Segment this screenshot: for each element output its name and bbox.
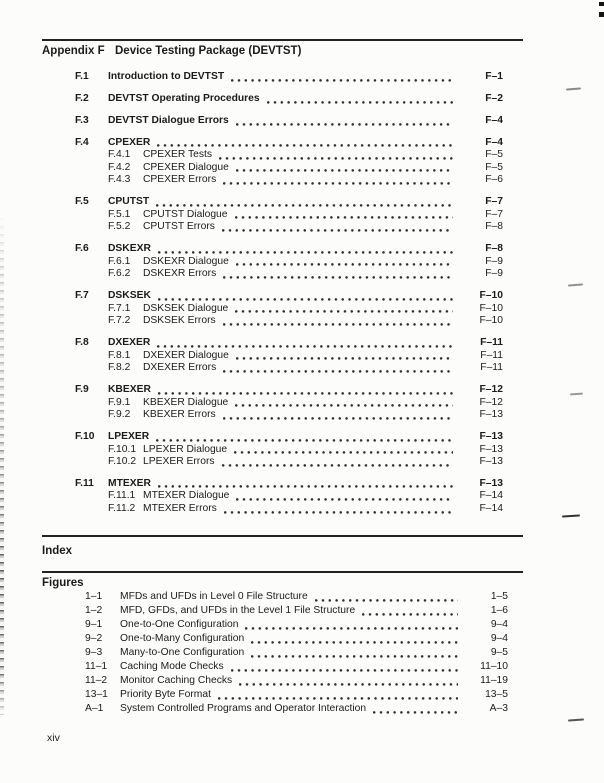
entry-number: F.6.1 [108,255,131,267]
dot-leader [235,216,453,219]
dot-leader [156,439,453,442]
dot-leader [223,370,453,373]
entry-page-number: F–8 [485,221,503,233]
entry-number: F.10.2 [108,456,137,468]
figure-page-number: 11–10 [480,661,508,672]
toc-entry [75,303,503,316]
toc-entry [75,256,503,269]
toc-entry [75,221,503,234]
dot-leader [234,451,453,454]
entry-page-number: F–11 [480,349,503,361]
dot-leader [219,157,453,160]
entry-number: F.5.2 [108,221,131,233]
dot-leader [223,182,453,185]
toc-entry [75,196,503,209]
entry-title: DSKSEK Dialogue [143,302,229,314]
toc-entry [75,490,503,503]
entry-title: DSKEXR Errors [143,268,217,280]
entry-title: KBEXER Errors [143,409,216,421]
entry-number: F.4.1 [108,149,131,161]
figures-heading: Figures [42,577,84,589]
entry-number: F.11 [75,477,94,489]
toc-entry [75,268,503,281]
dot-leader [235,404,453,407]
figure-number: 11–2 [85,675,108,686]
figure-number: 9–1 [85,619,103,630]
entry-page-number: F–13 [479,409,503,421]
entry-number: F.7 [75,290,89,302]
figure-entry [85,674,508,688]
entry-page-number: F–13 [479,443,503,455]
toc-entry [75,478,503,491]
appendix-header [42,45,301,57]
dot-leader [236,498,453,501]
dot-leader [236,357,453,360]
toc-entry [75,337,503,350]
figure-page-number: 9–5 [490,647,508,658]
entry-number: F.10 [75,431,95,442]
entry-title: DXEXER Dialogue [143,349,229,361]
figure-page-number: A–3 [489,703,508,714]
entry-page-number: F–13 [479,456,503,468]
margin-pen-dash [570,393,583,396]
figure-entry [85,618,508,632]
entry-number: F.6 [75,243,89,255]
entry-page-number: F–9 [485,255,503,267]
dot-leader [158,392,453,395]
figure-title: Priority Byte Format [120,689,211,700]
figure-page-number: 1–6 [490,605,508,616]
entry-title: MTEXER Dialogue [143,490,230,502]
toc-entry [75,243,503,256]
entry-title: DSKEXR [108,243,151,255]
entry-number: F.7.1 [108,302,131,314]
entry-title: CPEXER Errors [143,174,217,186]
entry-page-number: F–12 [479,396,503,408]
dot-leader [362,613,458,616]
figure-page-number: 9–4 [490,619,508,630]
dot-leader [231,669,458,672]
figure-title: One-to-Many Configuration [120,633,245,644]
entry-title: DSKEXR Dialogue [143,255,229,267]
toc-entry [75,409,503,422]
entry-number: F.1 [75,71,89,83]
dot-leader [223,323,453,326]
figure-number: 11–1 [85,661,108,672]
figures-list [85,590,508,716]
entry-page-number: F–10 [479,290,503,302]
entry-page-number: F–13 [479,477,503,489]
section-divider-rule [42,535,523,537]
entry-title: CPEXER Tests [143,149,213,161]
figure-title: MFD, GFDs, and UFDs in the Level 1 File Structure [120,605,356,616]
toc-entry [75,174,503,187]
figure-page-number: 13–5 [485,689,508,700]
dot-leader [236,169,453,172]
entry-number: F.9.1 [108,396,131,408]
entry-number: F.8.2 [108,362,131,374]
dot-leader [158,485,453,488]
toc-entry [75,350,503,363]
figure-title: One-to-One Configuration [120,619,239,630]
scan-edge-artifact [0,210,4,715]
toc-entry [75,162,503,175]
entry-number: F.9.2 [108,409,131,421]
dot-leader [267,101,453,104]
dot-leader [156,204,453,207]
entry-title: KBEXER [108,384,151,396]
toc-entry [75,290,503,303]
dot-leader [157,345,453,348]
toc-entry [75,115,503,128]
entry-number: F.7.2 [108,315,131,327]
figure-title: System Controlled Programs and Operator Interaction [120,703,367,714]
figure-number: A–1 [85,703,104,714]
figure-entry [85,604,508,618]
entry-number: F.5 [75,196,89,208]
entry-page-number: F–11 [480,337,503,349]
entry-title: DSKSEK [108,290,151,302]
margin-pen-dash [568,283,583,286]
dot-leader [231,79,453,82]
toc-entry [75,384,503,397]
dot-leader [251,655,458,658]
entry-title: LPEXER Dialogue [143,443,228,455]
entry-page-number: F–10 [479,315,503,327]
entry-page-number: F–4 [485,136,503,148]
page-number: xiv [47,732,60,744]
entry-title: LPEXER Errors [143,456,215,468]
dot-leader [222,229,453,232]
figure-entry [85,688,508,702]
entry-title: MTEXER Errors [143,503,217,515]
entry-number: F.8 [75,337,89,349]
entry-title: CPUTST Dialogue [143,208,228,220]
dot-leader [158,251,453,254]
entry-page-number: F–5 [485,161,503,173]
toc-entry [75,137,503,150]
figure-number: 13–1 [85,689,108,700]
entry-number: F.4.2 [108,161,131,173]
entry-page-number: F–7 [485,208,503,220]
toc-entry [75,431,503,444]
entry-number: F.10.1 [108,443,137,455]
entry-page-number: F–11 [480,362,503,374]
entry-number: F.2 [75,93,89,105]
dot-leader [223,417,453,420]
entry-page-number: F–2 [485,93,503,105]
dot-leader [218,697,458,700]
entry-page-number: F–9 [485,268,503,280]
entry-number: F.11.1 [108,490,136,502]
figure-number: 9–2 [85,633,103,644]
section-divider-rule [42,39,523,41]
appendix-label: Appendix F [42,45,105,57]
appendix-toc-list [75,62,503,516]
figure-number: 9–3 [85,647,103,658]
dot-leader [236,263,453,266]
dot-leader [157,144,453,147]
dot-leader [223,276,453,279]
toc-entry [75,93,503,106]
figure-page-number: 9–4 [490,633,508,644]
toc-entry [75,209,503,222]
entry-page-number: F–12 [479,384,503,396]
entry-title: LPEXER [108,431,150,442]
figure-page-number: 11–19 [480,675,508,686]
figure-title: MFDs and UFDs in Level 0 File Structure [120,591,308,602]
entry-number: F.5.1 [108,208,131,220]
entry-number: F.8.1 [108,349,131,361]
entry-title: CPUTST Errors [143,221,215,233]
dot-leader [158,298,453,301]
dot-leader [315,599,458,602]
toc-entry [75,397,503,410]
section-divider-rule [42,571,523,573]
entry-title: DEVTST Operating Procedures [108,93,260,105]
entry-title: DSKSEK Errors [143,315,216,327]
entry-title: CPUTST [108,196,150,208]
index-heading: Index [42,545,73,557]
entry-page-number: F–14 [479,503,503,515]
margin-pen-dash [566,87,581,90]
dot-leader [222,464,453,467]
entry-number: F.4.3 [108,174,131,186]
entry-title: DXEXER Errors [143,362,217,374]
dot-leader [251,641,458,644]
entry-number: F.11.2 [108,503,136,515]
toc-entry [75,315,503,328]
figure-entry [85,702,508,716]
entry-page-number: F–6 [485,174,503,186]
entry-title: Introduction to DEVTST [108,71,225,83]
entry-page-number: F–13 [479,431,503,442]
figure-number: 1–2 [85,605,103,616]
figure-entry [85,660,508,674]
entry-number: F.9 [75,384,89,396]
entry-page-number: F–7 [485,196,503,208]
toc-entry [75,444,503,457]
figure-title: Caching Mode Checks [120,661,224,672]
figure-title: Many-to-One Configuration [120,647,245,658]
entry-page-number: F–1 [485,71,503,83]
scan-corner-mark [599,2,604,6]
toc-entry [75,456,503,469]
dot-leader [245,627,458,630]
toc-entry [75,362,503,375]
entry-page-number: F–8 [485,243,503,255]
dot-leader [373,711,458,714]
toc-entry [75,71,503,84]
entry-title: KBEXER Dialogue [143,396,229,408]
dot-leader [224,511,453,514]
entry-page-number: F–4 [485,114,503,126]
figure-title: Monitor Caching Checks [120,675,233,686]
margin-pen-dash [562,514,580,517]
entry-title: DEVTST Dialogue Errors [108,114,229,126]
entry-page-number: F–10 [479,302,503,314]
entry-title: DXEXER [108,337,151,349]
entry-title: MTEXER [108,477,151,489]
entry-number: F.3 [75,114,89,126]
figure-entry [85,590,508,604]
figure-number: 1–1 [85,591,103,602]
margin-pen-dash [568,718,584,721]
figure-page-number: 1–5 [490,591,508,602]
dot-leader [239,683,458,686]
toc-entry [75,149,503,162]
entry-title: CPEXER [108,136,151,148]
appendix-title: Device Testing Package (DEVTST) [115,45,302,57]
entry-page-number: F–14 [479,490,503,502]
dot-leader [235,310,453,313]
figure-entry [85,646,508,660]
entry-page-number: F–5 [485,149,503,161]
entry-title: CPEXER Dialogue [143,161,229,173]
entry-number: F.4 [75,136,89,148]
figure-entry [85,632,508,646]
dot-leader [236,123,453,126]
toc-entry [75,503,503,516]
scan-corner-mark [599,12,604,17]
entry-number: F.6.2 [108,268,131,280]
